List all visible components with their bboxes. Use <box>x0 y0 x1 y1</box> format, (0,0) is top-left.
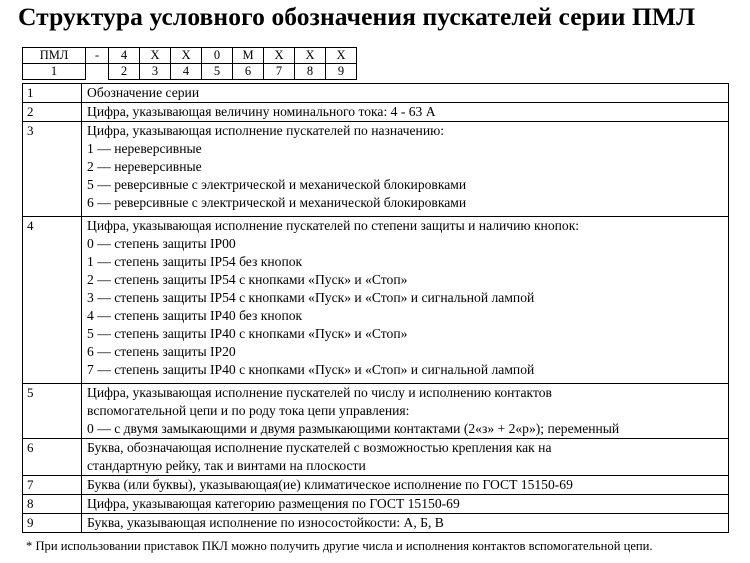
description-line: Буква, указывающая исполнение по износостойкости: А, Б, В <box>87 515 444 530</box>
position-cell: 7 <box>264 64 295 80</box>
position-cell: 8 <box>295 64 326 80</box>
code-structure-table <box>22 47 357 80</box>
table-row <box>23 122 729 217</box>
description-line: стандартную рейку, так и винтами на плоскости <box>87 458 366 473</box>
description-line: 6 — степень защиты IP20 <box>87 344 236 359</box>
description-line: Буква (или буквы), указывающая(ие) климатическое исполнение по ГОСТ 15150-69 <box>87 477 573 492</box>
row-description <box>82 384 729 439</box>
row-number: 5 <box>23 384 82 439</box>
row-description <box>82 476 729 495</box>
description-table <box>22 83 729 533</box>
row-description <box>82 84 729 103</box>
code-cell: 4 <box>109 48 140 64</box>
position-cell: 1 <box>23 64 86 80</box>
code-cell: Х <box>326 48 357 64</box>
row-number: 3 <box>23 122 82 217</box>
code-cell: Х <box>295 48 326 64</box>
description-line: 1 — нереверсивные <box>87 141 202 156</box>
table-row <box>23 217 729 384</box>
description-line: вспомогательной цепи и по роду тока цепи управления: <box>87 403 410 418</box>
table-row <box>23 514 729 533</box>
table-row <box>23 384 729 439</box>
code-cell: - <box>86 48 109 64</box>
description-line: 7 — степень защиты IP40 с кнопками «Пуск» и «Стоп» и сигнальной лампой <box>87 362 535 377</box>
row-number: 4 <box>23 217 82 384</box>
code-cell: Х <box>140 48 171 64</box>
position-cell: 4 <box>171 64 202 80</box>
position-cell: 2 <box>109 64 140 80</box>
row-number: 1 <box>23 84 82 103</box>
position-cell: 6 <box>233 64 264 80</box>
code-cell: М <box>233 48 264 64</box>
row-description <box>82 103 729 122</box>
description-line: 1 — степень защиты IP54 без кнопок <box>87 254 303 269</box>
table-row <box>23 84 729 103</box>
description-line: Цифра, указывающая исполнение пускателей по числу и исполнению контактов <box>87 385 552 400</box>
row-description <box>82 495 729 514</box>
footnote: * При использовании приставок ПКЛ можно получить другие числа и исполнения контактов вспомогательной цепи. <box>26 539 653 553</box>
description-line: 5 — степень защиты IP40 с кнопками «Пуск» и «Стоп» <box>87 326 408 341</box>
description-line: 6 — реверсивные с электрической и механической блокировками <box>87 195 467 210</box>
description-line: 4 — степень защиты IP40 без кнопок <box>87 308 303 323</box>
row-number: 6 <box>23 439 82 476</box>
table-row <box>23 495 729 514</box>
page-title: Структура условного обозначения пускателей серии ПМЛ <box>18 2 696 31</box>
description-line: Цифра, указывающая исполнение пускателей по назначению: <box>87 123 445 138</box>
description-line: 0 — с двумя замыкающими и двумя размыкающими контактами (2«з» + 2«р»); переменный <box>87 421 620 436</box>
description-line: Цифра, указывающая величину номинального тока: 4 - 63 А <box>87 104 436 119</box>
position-row <box>23 64 357 80</box>
table-row <box>23 103 729 122</box>
description-line: 5 — реверсивные с электрической и механической блокировками <box>87 177 467 192</box>
table-row <box>23 439 729 476</box>
position-cell: 9 <box>326 64 357 80</box>
row-number: 8 <box>23 495 82 514</box>
code-row <box>23 48 357 64</box>
description-line: Буква, обозначающая исполнение пускателей с возможностью крепления как на <box>87 440 552 455</box>
description-line: 2 — степень защиты IP54 с кнопками «Пуск» и «Стоп» <box>87 272 408 287</box>
code-cell: ПМЛ <box>23 48 86 64</box>
description-line: Цифра, указывающая исполнение пускателей по степени защиты и наличию кнопок: <box>87 218 580 233</box>
position-cell: 5 <box>202 64 233 80</box>
code-cell: 0 <box>202 48 233 64</box>
position-cell-empty <box>86 64 109 80</box>
description-line: 3 — степень защиты IP54 с кнопками «Пуск» и «Стоп» и сигнальной лампой <box>87 290 535 305</box>
description-line: Цифра, указывающая категорию размещения по ГОСТ 15150-69 <box>87 496 460 511</box>
description-line: Обозначение серии <box>87 85 200 100</box>
row-description <box>82 217 729 384</box>
description-line: 0 — степень защиты IP00 <box>87 236 236 251</box>
row-description <box>82 514 729 533</box>
code-cell: Х <box>171 48 202 64</box>
position-cell: 3 <box>140 64 171 80</box>
code-cell: Х <box>264 48 295 64</box>
row-number: 7 <box>23 476 82 495</box>
row-number: 2 <box>23 103 82 122</box>
table-row <box>23 476 729 495</box>
row-number: 9 <box>23 514 82 533</box>
row-description <box>82 439 729 476</box>
description-line: 2 — нереверсивные <box>87 159 202 174</box>
row-description <box>82 122 729 217</box>
